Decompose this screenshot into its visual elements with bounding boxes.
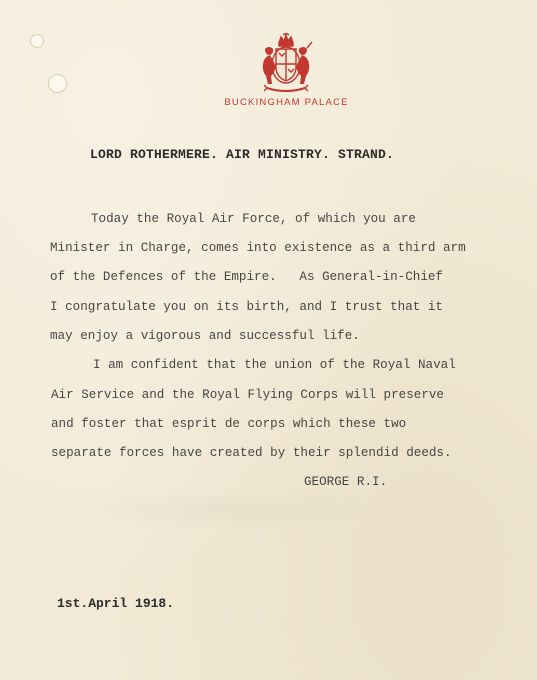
body-line: I congratulate you on its birth, and I trust that it	[50, 300, 443, 314]
signature-line: GEORGE R.I.	[304, 475, 388, 489]
body-line: Minister in Charge, comes into existence as a third arm	[50, 241, 466, 255]
punch-hole	[30, 34, 44, 48]
addressee-line: LORD ROTHERMERE. AIR MINISTRY. STRAND.	[90, 147, 395, 162]
royal-coat-of-arms-icon	[253, 33, 319, 95]
body-line: Air Service and the Royal Flying Corps will preserve	[51, 388, 444, 402]
body-line: Today the Royal Air Force, of which you are	[91, 212, 416, 226]
body-line: of the Defences of the Empire. As General-in-Chief	[50, 270, 443, 284]
body-line: may enjoy a vigorous and successful life.	[50, 329, 360, 343]
paper-smudge	[60, 490, 390, 530]
letter-date: 1st.April 1918.	[57, 596, 175, 611]
punch-hole	[48, 74, 67, 93]
body-line: I am confident that the union of the Royal Naval	[93, 358, 456, 372]
letterhead-title: BUCKINGHAM PALACE	[224, 97, 349, 108]
body-line: separate forces have created by their splendid deeds.	[51, 446, 452, 460]
body-line: and foster that esprit de corps which these two	[51, 417, 407, 431]
